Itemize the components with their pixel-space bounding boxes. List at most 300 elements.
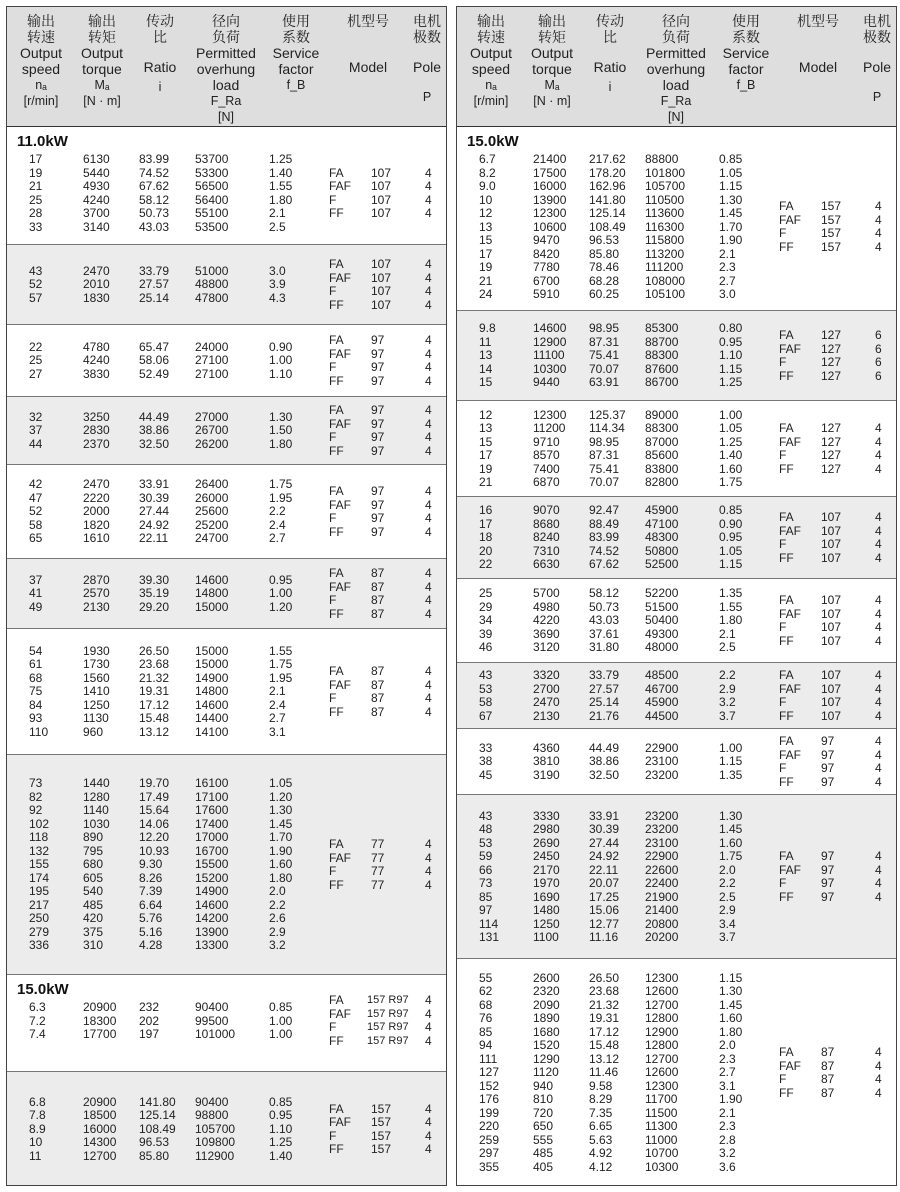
model-type: FAF bbox=[329, 677, 352, 692]
cell-torque: 795 bbox=[83, 843, 104, 858]
model-type: FA bbox=[329, 664, 344, 678]
cell-ratio: 67.62 bbox=[589, 557, 620, 572]
model-type: FA bbox=[779, 849, 794, 863]
cell-factor: 2.0 bbox=[269, 884, 286, 899]
cell-load: 24000 bbox=[195, 339, 229, 354]
cell-factor: 2.2 bbox=[719, 876, 736, 890]
cell-speed: 110 bbox=[29, 724, 49, 739]
cell-speed: 85 bbox=[479, 1024, 493, 1039]
cell-speed: 114 bbox=[479, 916, 499, 931]
cell-ratio: 22.11 bbox=[589, 862, 619, 877]
cell-torque: 2470 bbox=[533, 695, 560, 709]
cell-ratio: 13.12 bbox=[139, 724, 170, 739]
cell-speed: 102 bbox=[29, 816, 50, 831]
cell-speed: 47 bbox=[29, 490, 43, 505]
cell-ratio: 38.86 bbox=[589, 754, 620, 769]
cell-ratio: 162.96 bbox=[589, 179, 626, 193]
model-type: FF bbox=[329, 704, 344, 719]
table-section bbox=[457, 663, 896, 729]
header-pole bbox=[409, 13, 445, 105]
cell-factor: 3.4 bbox=[719, 916, 736, 931]
cell-load: 55100 bbox=[195, 206, 229, 220]
header-factor bbox=[267, 13, 325, 93]
pole-count: 4 bbox=[425, 346, 432, 361]
cell-factor: 1.40 bbox=[719, 448, 743, 462]
model-type: FA bbox=[779, 510, 794, 524]
cell-torque: 810 bbox=[533, 1092, 554, 1107]
cell-speed: 48 bbox=[479, 822, 493, 836]
model-size: 87 bbox=[371, 606, 385, 621]
cell-torque: 1290 bbox=[533, 1051, 560, 1066]
model-type: FAF bbox=[329, 270, 352, 285]
cell-torque: 605 bbox=[83, 870, 104, 885]
header-torque bbox=[523, 13, 581, 109]
cell-ratio: 35.19 bbox=[139, 586, 170, 601]
cell-load: 17000 bbox=[195, 830, 229, 845]
cell-load: 14900 bbox=[195, 884, 229, 899]
cell-torque: 2090 bbox=[533, 997, 560, 1012]
cell-load: 12800 bbox=[645, 1038, 679, 1053]
model-size: 87 bbox=[371, 593, 385, 607]
cell-ratio: 27.57 bbox=[139, 277, 170, 292]
model-type: FF bbox=[329, 606, 344, 621]
table-section bbox=[7, 127, 446, 245]
cell-torque: 2470 bbox=[83, 263, 110, 278]
cell-speed: 43 bbox=[479, 668, 493, 682]
cell-factor: 1.00 bbox=[719, 740, 743, 755]
cell-speed: 92 bbox=[29, 803, 43, 818]
header-speed bbox=[13, 13, 69, 109]
cell-factor: 2.2 bbox=[269, 504, 286, 519]
header-speed-zh2: 转速 bbox=[27, 29, 55, 45]
cell-torque: 6130 bbox=[83, 152, 110, 166]
cell-torque: 1120 bbox=[533, 1065, 559, 1080]
model-size: 87 bbox=[821, 1085, 835, 1100]
cell-factor: 2.4 bbox=[269, 517, 286, 532]
pole-count: 4 bbox=[425, 373, 432, 388]
model-size: 127 bbox=[821, 461, 842, 476]
header-torque bbox=[73, 13, 131, 109]
cell-speed: 93 bbox=[29, 711, 43, 726]
cell-ratio: 141.80 bbox=[589, 192, 626, 207]
pole-count: 4 bbox=[425, 691, 432, 705]
pole-count: 6 bbox=[875, 328, 882, 342]
cell-load: 27100 bbox=[195, 366, 229, 381]
pole-count: 4 bbox=[425, 192, 432, 207]
model-type: FF bbox=[779, 239, 794, 254]
cell-factor: 1.10 bbox=[269, 1121, 293, 1136]
cell-torque: 2130 bbox=[83, 599, 110, 614]
pole-count: 4 bbox=[425, 1006, 432, 1021]
cell-torque: 1820 bbox=[83, 517, 110, 532]
cell-load: 12300 bbox=[645, 970, 679, 985]
cell-torque: 555 bbox=[533, 1132, 554, 1147]
cell-ratio: 31.80 bbox=[589, 640, 620, 655]
model-type: F bbox=[329, 691, 337, 705]
cell-ratio: 98.95 bbox=[589, 321, 620, 336]
cell-speed: 82 bbox=[29, 789, 43, 804]
pole-count: 4 bbox=[875, 510, 882, 524]
cell-factor: 0.95 bbox=[269, 1108, 293, 1123]
header-model-en1: Model bbox=[348, 59, 388, 75]
cell-torque: 3330 bbox=[533, 808, 560, 823]
cell-factor: 1.25 bbox=[269, 1135, 293, 1150]
cell-torque: 2370 bbox=[83, 436, 110, 451]
cell-speed: 57 bbox=[29, 290, 43, 305]
cell-factor: 1.15 bbox=[719, 557, 743, 572]
cell-ratio: 15.64 bbox=[139, 803, 170, 818]
model-size: 157 R97 bbox=[367, 1034, 409, 1047]
cell-load: 52500 bbox=[645, 557, 679, 572]
cell-factor: 2.1 bbox=[269, 206, 286, 220]
pole-count: 4 bbox=[425, 993, 432, 1008]
cell-ratio: 33.79 bbox=[139, 263, 170, 278]
cell-load: 14400 bbox=[195, 711, 229, 726]
pole-count: 4 bbox=[425, 165, 432, 180]
cell-factor: 1.30 bbox=[719, 808, 743, 823]
cell-ratio: 98.95 bbox=[589, 434, 620, 449]
cell-torque: 16000 bbox=[533, 179, 567, 193]
left-table bbox=[6, 6, 447, 1186]
header-load-en2: overhung bbox=[196, 61, 256, 77]
model-type: FAF bbox=[779, 341, 802, 356]
cell-speed: 6.3 bbox=[29, 1000, 46, 1014]
cell-speed: 43 bbox=[479, 808, 493, 823]
cell-speed: 33 bbox=[479, 740, 493, 755]
cell-ratio: 141.80 bbox=[139, 1094, 176, 1109]
model-size: 87 bbox=[821, 1045, 835, 1059]
model-size: 97 bbox=[371, 430, 385, 444]
cell-speed: 132 bbox=[29, 843, 50, 858]
cell-load: 23100 bbox=[645, 754, 679, 769]
cell-factor: 1.25 bbox=[269, 152, 293, 166]
cell-torque: 9710 bbox=[533, 434, 560, 449]
cell-ratio: 108.49 bbox=[589, 219, 626, 234]
cell-load: 22600 bbox=[645, 862, 679, 877]
cell-load: 88300 bbox=[645, 348, 679, 363]
cell-factor: 3.0 bbox=[269, 263, 286, 278]
cell-ratio: 13.12 bbox=[589, 1051, 620, 1066]
cell-load: 14800 bbox=[195, 684, 229, 699]
model-type: FF bbox=[329, 1142, 344, 1156]
header-torque-unit: [N · m] bbox=[83, 94, 121, 108]
cell-load: 82800 bbox=[645, 475, 679, 489]
cell-ratio: 8.26 bbox=[139, 870, 163, 885]
cell-factor: 1.05 bbox=[719, 543, 743, 558]
pole-count: 4 bbox=[875, 1085, 882, 1100]
header-model-zh1: 机型号 bbox=[347, 13, 389, 29]
model-type: FA bbox=[329, 1101, 344, 1116]
pole-count: 4 bbox=[875, 537, 882, 551]
header-pole bbox=[859, 13, 895, 105]
cell-factor: 0.90 bbox=[269, 339, 293, 354]
header-factor-zh2: 系数 bbox=[282, 29, 310, 45]
cell-load: 90400 bbox=[195, 1000, 229, 1014]
model-size: 157 bbox=[371, 1101, 392, 1116]
cell-torque: 2600 bbox=[533, 970, 560, 985]
cell-factor: 2.1 bbox=[719, 1105, 736, 1120]
model-size: 107 bbox=[821, 606, 842, 621]
cell-torque: 10600 bbox=[533, 219, 567, 234]
cell-load: 108000 bbox=[645, 273, 686, 288]
header-factor-sym: f_B bbox=[736, 78, 756, 92]
header-torque-en1: Output bbox=[530, 45, 574, 61]
cell-torque: 6870 bbox=[533, 475, 560, 489]
model-type: FF bbox=[329, 443, 344, 458]
header-speed-en1: Output bbox=[19, 45, 63, 61]
cell-speed: 176 bbox=[479, 1092, 500, 1107]
pole-count: 4 bbox=[875, 1072, 882, 1086]
model-size: 107 bbox=[371, 165, 392, 180]
cell-torque: 13900 bbox=[533, 192, 567, 207]
cell-speed: 6.7 bbox=[479, 152, 496, 166]
cell-torque: 8680 bbox=[533, 516, 560, 531]
cell-factor: 2.5 bbox=[269, 219, 286, 234]
cell-factor: 2.6 bbox=[269, 911, 286, 926]
cell-factor: 1.55 bbox=[269, 643, 293, 658]
model-type: FF bbox=[779, 708, 794, 723]
cell-ratio: 25.14 bbox=[589, 695, 620, 709]
model-size: 107 bbox=[371, 257, 392, 271]
cell-speed: 279 bbox=[29, 924, 50, 939]
cell-torque: 2570 bbox=[83, 586, 110, 601]
cell-factor: 1.45 bbox=[719, 206, 743, 220]
cell-load: 99500 bbox=[195, 1013, 229, 1028]
cell-load: 21400 bbox=[645, 903, 679, 917]
header-speed-en1: Output bbox=[469, 45, 513, 61]
header-load-unit: [N] bbox=[668, 110, 684, 124]
model-size: 87 bbox=[821, 1072, 835, 1086]
cell-load: 47100 bbox=[645, 516, 679, 531]
model-size: 157 R97 bbox=[367, 1007, 409, 1020]
pole-count: 4 bbox=[875, 734, 882, 748]
cell-torque: 3810 bbox=[533, 754, 560, 769]
table-header bbox=[7, 7, 446, 127]
header-speed-sym: nₐ bbox=[485, 78, 497, 92]
cell-load: 20800 bbox=[645, 916, 679, 931]
model-size: 97 bbox=[371, 443, 385, 458]
model-size: 107 bbox=[371, 206, 392, 220]
cell-ratio: 21.32 bbox=[139, 670, 170, 685]
cell-load: 14900 bbox=[195, 670, 229, 685]
cell-factor: 1.00 bbox=[269, 1027, 293, 1041]
cell-speed: 20 bbox=[479, 543, 493, 558]
header-speed bbox=[463, 13, 519, 109]
model-type: FAF bbox=[329, 579, 352, 594]
cell-speed: 127 bbox=[479, 1065, 500, 1080]
pole-count: 4 bbox=[425, 664, 432, 678]
cell-speed: 28 bbox=[29, 206, 43, 220]
model-type: FAF bbox=[329, 850, 352, 865]
cell-torque: 4980 bbox=[533, 599, 560, 614]
pole-count: 4 bbox=[875, 620, 882, 634]
model-size: 97 bbox=[371, 403, 385, 417]
cell-speed: 19 bbox=[479, 461, 493, 476]
cell-ratio: 83.99 bbox=[589, 530, 620, 545]
cell-torque: 1690 bbox=[533, 889, 560, 904]
header-load-sym: F_Ra bbox=[660, 94, 692, 108]
cell-torque: 9470 bbox=[533, 233, 560, 247]
cell-speed: 27 bbox=[29, 366, 43, 381]
cell-speed: 97 bbox=[479, 903, 493, 917]
model-type: FAF bbox=[779, 747, 802, 762]
model-type: F bbox=[329, 1020, 337, 1035]
pole-count: 4 bbox=[425, 297, 432, 312]
header-speed-sym: nₐ bbox=[35, 78, 47, 92]
cell-load: 56400 bbox=[195, 192, 229, 207]
cell-factor: 2.3 bbox=[719, 260, 736, 274]
table-section bbox=[7, 1072, 446, 1186]
header-load-en1: Permitted bbox=[646, 45, 706, 61]
cell-load: 53700 bbox=[195, 152, 229, 166]
cell-ratio: 60.25 bbox=[589, 287, 620, 301]
cell-speed: 21 bbox=[479, 475, 493, 489]
cell-speed: 59 bbox=[479, 849, 493, 863]
cell-ratio: 43.03 bbox=[589, 613, 620, 628]
model-size: 107 bbox=[821, 620, 842, 634]
header-ratio bbox=[135, 13, 185, 95]
cell-speed: 46 bbox=[479, 640, 493, 655]
cell-ratio: 27.57 bbox=[589, 681, 620, 696]
cell-speed: 58 bbox=[29, 517, 43, 532]
header-speed-unit: [r/min] bbox=[23, 94, 59, 108]
model-type: FA bbox=[329, 566, 344, 580]
cell-load: 98800 bbox=[195, 1108, 229, 1123]
cell-ratio: 50.73 bbox=[589, 599, 620, 614]
cell-speed: 38 bbox=[479, 754, 493, 769]
cell-ratio: 37.61 bbox=[589, 626, 620, 641]
cell-speed: 7.4 bbox=[29, 1027, 46, 1041]
cell-load: 15500 bbox=[195, 857, 229, 872]
pole-count: 4 bbox=[425, 430, 432, 444]
cell-load: 12700 bbox=[645, 997, 679, 1012]
model-type: F bbox=[779, 876, 787, 890]
cell-speed: 62 bbox=[479, 984, 493, 999]
pole-count: 4 bbox=[425, 360, 432, 374]
model-type: F bbox=[779, 355, 787, 369]
pole-count: 4 bbox=[875, 774, 882, 789]
cell-ratio: 58.06 bbox=[139, 353, 170, 368]
cell-speed: 43 bbox=[29, 263, 43, 278]
cell-torque: 2220 bbox=[83, 490, 110, 505]
cell-ratio: 32.50 bbox=[589, 767, 620, 782]
cell-ratio: 33.91 bbox=[139, 477, 170, 492]
cell-speed: 15 bbox=[479, 233, 493, 247]
cell-factor: 1.10 bbox=[269, 366, 293, 381]
cell-load: 50400 bbox=[645, 613, 679, 628]
cell-factor: 1.45 bbox=[719, 822, 743, 836]
table-section bbox=[7, 397, 446, 465]
cell-factor: 0.85 bbox=[719, 503, 743, 518]
cell-factor: 1.60 bbox=[719, 461, 743, 476]
model-size: 97 bbox=[821, 761, 835, 775]
model-size: 97 bbox=[821, 734, 835, 748]
cell-ratio: 58.12 bbox=[589, 586, 620, 601]
cell-load: 45900 bbox=[645, 695, 679, 709]
model-type: FAF bbox=[329, 346, 352, 361]
cell-load: 17100 bbox=[195, 789, 229, 804]
cell-torque: 11200 bbox=[533, 421, 566, 435]
model-type: FAF bbox=[779, 434, 802, 449]
model-type: FA bbox=[329, 403, 344, 417]
cell-load: 111200 bbox=[645, 260, 684, 274]
pole-count: 4 bbox=[425, 179, 432, 193]
header-ratio-zh2: 比 bbox=[603, 29, 617, 45]
cell-factor: 2.0 bbox=[719, 862, 736, 877]
header-pole-zh1: 电机 bbox=[413, 13, 441, 29]
cell-load: 86700 bbox=[645, 375, 679, 390]
cell-ratio: 87.31 bbox=[589, 448, 620, 462]
cell-ratio: 202 bbox=[139, 1013, 160, 1028]
model-size: 107 bbox=[371, 192, 392, 207]
pole-count: 4 bbox=[875, 668, 882, 682]
cell-load: 12700 bbox=[645, 1051, 679, 1066]
cell-speed: 13 bbox=[479, 219, 493, 234]
table-header bbox=[457, 7, 896, 127]
cell-torque: 9070 bbox=[533, 503, 560, 518]
header-model-zh1: 机型号 bbox=[797, 13, 839, 29]
model-type: FF bbox=[779, 461, 794, 476]
cell-factor: 1.05 bbox=[719, 165, 743, 180]
header-pole-zh2: 极数 bbox=[413, 29, 441, 45]
cell-torque: 1280 bbox=[83, 789, 110, 804]
cell-load: 12900 bbox=[645, 1024, 679, 1039]
pole-count: 4 bbox=[425, 566, 432, 580]
model-type: FF bbox=[329, 877, 344, 892]
cell-load: 23200 bbox=[645, 822, 679, 836]
cell-ratio: 85.80 bbox=[589, 246, 620, 261]
cell-torque: 485 bbox=[83, 897, 104, 912]
table-body bbox=[457, 127, 896, 1186]
cell-torque: 3120 bbox=[533, 640, 560, 655]
cell-speed: 22 bbox=[29, 339, 43, 354]
pole-count: 6 bbox=[875, 368, 882, 383]
cell-ratio: 5.76 bbox=[139, 911, 163, 926]
model-size: 97 bbox=[371, 497, 385, 512]
model-type: FAF bbox=[779, 1058, 802, 1073]
cell-factor: 0.95 bbox=[719, 334, 743, 349]
cell-speed: 8.2 bbox=[479, 165, 496, 180]
cell-factor: 3.7 bbox=[719, 930, 736, 944]
cell-speed: 53 bbox=[479, 681, 493, 696]
pole-count: 4 bbox=[875, 1045, 882, 1059]
pole-count: 4 bbox=[425, 270, 432, 285]
table-section bbox=[7, 559, 446, 629]
cell-torque: 2130 bbox=[533, 708, 560, 723]
header-torque-zh2: 转矩 bbox=[538, 29, 566, 45]
cell-torque: 2700 bbox=[533, 681, 560, 696]
model-type: FAF bbox=[329, 1115, 352, 1129]
cell-ratio: 75.41 bbox=[589, 461, 620, 476]
cell-speed: 13 bbox=[479, 421, 493, 435]
model-size: 87 bbox=[371, 566, 385, 580]
pole-count: 6 bbox=[875, 355, 882, 369]
pole-count: 4 bbox=[875, 523, 882, 538]
cell-speed: 7.8 bbox=[29, 1108, 46, 1123]
cell-ratio: 4.12 bbox=[589, 1159, 613, 1174]
cell-torque: 1830 bbox=[83, 290, 110, 305]
cell-torque: 1520 bbox=[533, 1038, 560, 1053]
model-type: FA bbox=[779, 734, 794, 748]
cell-speed: 9.0 bbox=[479, 179, 496, 193]
cell-ratio: 75.41 bbox=[589, 348, 620, 363]
cell-speed: 94 bbox=[479, 1038, 493, 1053]
cell-ratio: 26.50 bbox=[139, 643, 170, 658]
cell-speed: 54 bbox=[29, 643, 43, 658]
cell-ratio: 30.39 bbox=[139, 490, 170, 505]
cell-factor: 2.1 bbox=[269, 684, 286, 699]
cell-speed: 297 bbox=[479, 1146, 500, 1161]
